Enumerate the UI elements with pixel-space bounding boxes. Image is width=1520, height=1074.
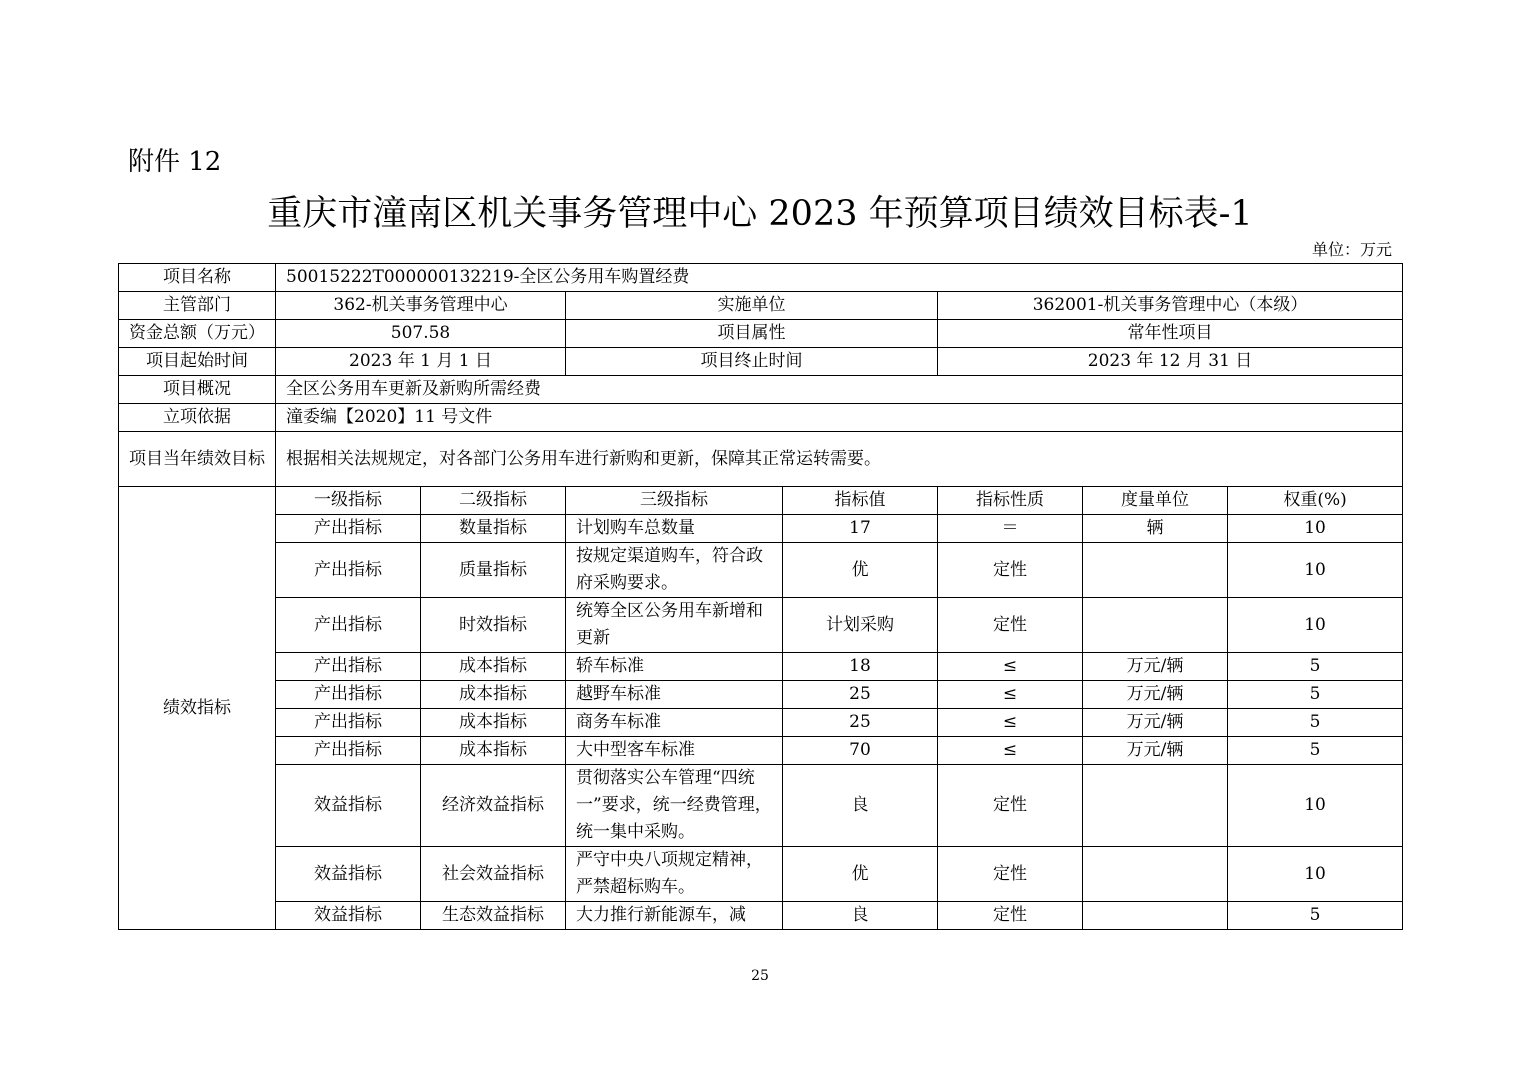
indicator-row: [119, 543, 1403, 598]
label-end-date: 项目终止时间: [566, 348, 938, 376]
indicator-row: [119, 681, 1403, 709]
label-performance-indicators: 绩效指标: [119, 487, 276, 930]
value-total-funds: 507.58: [276, 320, 566, 348]
value-project-name: 50015222T000000132219-全区公务用车购置经费: [276, 264, 1403, 292]
indicator-level2: 经济效益指标: [421, 765, 566, 847]
indicator-unit: [1083, 765, 1228, 847]
performance-table: [118, 263, 1403, 930]
indicator-level1: 产出指标: [276, 681, 421, 709]
indicator-row: [119, 598, 1403, 653]
indicator-level3: 越野车标准: [566, 681, 783, 709]
indicator-weight: 10: [1228, 598, 1403, 653]
value-basis: 潼委编【2020】11 号文件: [276, 404, 1403, 432]
page-number: 25: [751, 968, 769, 984]
indicator-row: [119, 765, 1403, 847]
indicator-level2: 时效指标: [421, 598, 566, 653]
indicator-level2: 成本指标: [421, 737, 566, 765]
indicator-unit: 辆: [1083, 515, 1228, 543]
indicator-value: 70: [783, 737, 938, 765]
indicator-level3: 计划购车总数量: [566, 515, 783, 543]
header-level2: 二级指标: [421, 487, 566, 515]
indicator-weight: 5: [1228, 709, 1403, 737]
label-project-name: 项目名称: [119, 264, 276, 292]
indicator-value: 优: [783, 847, 938, 902]
indicator-level3: 大力推行新能源车，减: [566, 902, 783, 930]
indicator-level2: 质量指标: [421, 543, 566, 598]
indicator-nature: 定性: [938, 902, 1083, 930]
value-start-date: 2023 年 1 月 1 日: [276, 348, 566, 376]
indicator-unit: 万元/辆: [1083, 653, 1228, 681]
indicator-level1: 产出指标: [276, 709, 421, 737]
indicator-nature: 定性: [938, 765, 1083, 847]
indicator-level2: 成本指标: [421, 653, 566, 681]
header-level1: 一级指标: [276, 487, 421, 515]
indicator-row: [119, 847, 1403, 902]
indicator-level2: 生态效益指标: [421, 902, 566, 930]
indicator-weight: 10: [1228, 765, 1403, 847]
label-department: 主管部门: [119, 292, 276, 320]
row-basis: [119, 404, 1403, 432]
header-unit: 度量单位: [1083, 487, 1228, 515]
indicator-nature: ≤: [938, 653, 1083, 681]
indicator-level3: 贯彻落实公车管理“四统一”要求，统一经费管理，统一集中采购。: [566, 765, 783, 847]
indicator-unit: 万元/辆: [1083, 709, 1228, 737]
indicator-value: 25: [783, 709, 938, 737]
indicator-level3: 大中型客车标准: [566, 737, 783, 765]
indicator-value: 优: [783, 543, 938, 598]
indicator-value: 良: [783, 902, 938, 930]
indicator-row: [119, 653, 1403, 681]
indicator-unit: 万元/辆: [1083, 737, 1228, 765]
value-implementing-unit: 362001-机关事务管理中心（本级）: [938, 292, 1403, 320]
header-weight: 权重(%): [1228, 487, 1403, 515]
indicator-nature: 定性: [938, 847, 1083, 902]
indicator-weight: 5: [1228, 653, 1403, 681]
indicator-unit: [1083, 543, 1228, 598]
indicator-weight: 5: [1228, 681, 1403, 709]
indicator-level2: 成本指标: [421, 709, 566, 737]
indicator-unit: [1083, 847, 1228, 902]
header-value: 指标值: [783, 487, 938, 515]
page-title: 重庆市潼南区机关事务管理中心 2023 年预算项目绩效目标表-1: [267, 194, 1253, 234]
indicator-row: [119, 902, 1403, 930]
indicator-unit: 万元/辆: [1083, 681, 1228, 709]
indicator-value: 17: [783, 515, 938, 543]
indicator-unit: [1083, 902, 1228, 930]
indicator-nature: ≤: [938, 737, 1083, 765]
row-dates: [119, 348, 1403, 376]
indicator-header-row: [119, 487, 1403, 515]
indicator-level2: 数量指标: [421, 515, 566, 543]
indicator-weight: 10: [1228, 515, 1403, 543]
label-implementing-unit: 实施单位: [566, 292, 938, 320]
indicator-nature: ≤: [938, 681, 1083, 709]
value-annual-goal: 根据相关法规规定，对各部门公务用车进行新购和更新，保障其正常运转需要。: [276, 432, 1403, 487]
row-project-name: [119, 264, 1403, 292]
header-level3: 三级指标: [566, 487, 783, 515]
value-overview: 全区公务用车更新及新购所需经费: [276, 376, 1403, 404]
indicator-level1: 产出指标: [276, 543, 421, 598]
label-project-attribute: 项目属性: [566, 320, 938, 348]
indicator-row: [119, 709, 1403, 737]
row-department: [119, 292, 1403, 320]
indicator-level2: 社会效益指标: [421, 847, 566, 902]
indicator-unit: [1083, 598, 1228, 653]
attachment-label: 附件 12: [128, 147, 222, 177]
indicator-weight: 5: [1228, 737, 1403, 765]
indicator-level1: 效益指标: [276, 847, 421, 902]
value-department: 362-机关事务管理中心: [276, 292, 566, 320]
header-nature: 指标性质: [938, 487, 1083, 515]
indicator-nature: ＝: [938, 515, 1083, 543]
value-project-attribute: 常年性项目: [938, 320, 1403, 348]
unit-label: 单位：万元: [1311, 240, 1392, 259]
label-start-date: 项目起始时间: [119, 348, 276, 376]
row-overview: [119, 376, 1403, 404]
indicator-value: 25: [783, 681, 938, 709]
indicator-weight: 10: [1228, 847, 1403, 902]
indicator-level3: 按规定渠道购车，符合政府采购要求。: [566, 543, 783, 598]
label-total-funds: 资金总额（万元）: [119, 320, 276, 348]
indicator-nature: 定性: [938, 543, 1083, 598]
indicator-value: 计划采购: [783, 598, 938, 653]
label-overview: 项目概况: [119, 376, 276, 404]
indicator-row: [119, 737, 1403, 765]
indicator-weight: 10: [1228, 543, 1403, 598]
indicator-level1: 产出指标: [276, 598, 421, 653]
label-basis: 立项依据: [119, 404, 276, 432]
indicator-level2: 成本指标: [421, 681, 566, 709]
row-funds: [119, 320, 1403, 348]
indicator-level1: 产出指标: [276, 515, 421, 543]
indicator-weight: 5: [1228, 902, 1403, 930]
indicator-value: 良: [783, 765, 938, 847]
row-annual-goal: [119, 432, 1403, 487]
value-end-date: 2023 年 12 月 31 日: [938, 348, 1403, 376]
indicator-nature: 定性: [938, 598, 1083, 653]
indicator-level3: 统筹全区公务用车新增和更新: [566, 598, 783, 653]
indicator-level1: 产出指标: [276, 653, 421, 681]
indicator-level1: 效益指标: [276, 902, 421, 930]
indicator-level3: 严守中央八项规定精神，严禁超标购车。: [566, 847, 783, 902]
indicator-level3: 商务车标准: [566, 709, 783, 737]
indicator-nature: ≤: [938, 709, 1083, 737]
indicator-row: [119, 515, 1403, 543]
label-annual-goal: 项目当年绩效目标: [119, 432, 276, 487]
indicator-level3: 轿车标准: [566, 653, 783, 681]
indicator-level1: 产出指标: [276, 737, 421, 765]
indicator-value: 18: [783, 653, 938, 681]
indicator-level1: 效益指标: [276, 765, 421, 847]
